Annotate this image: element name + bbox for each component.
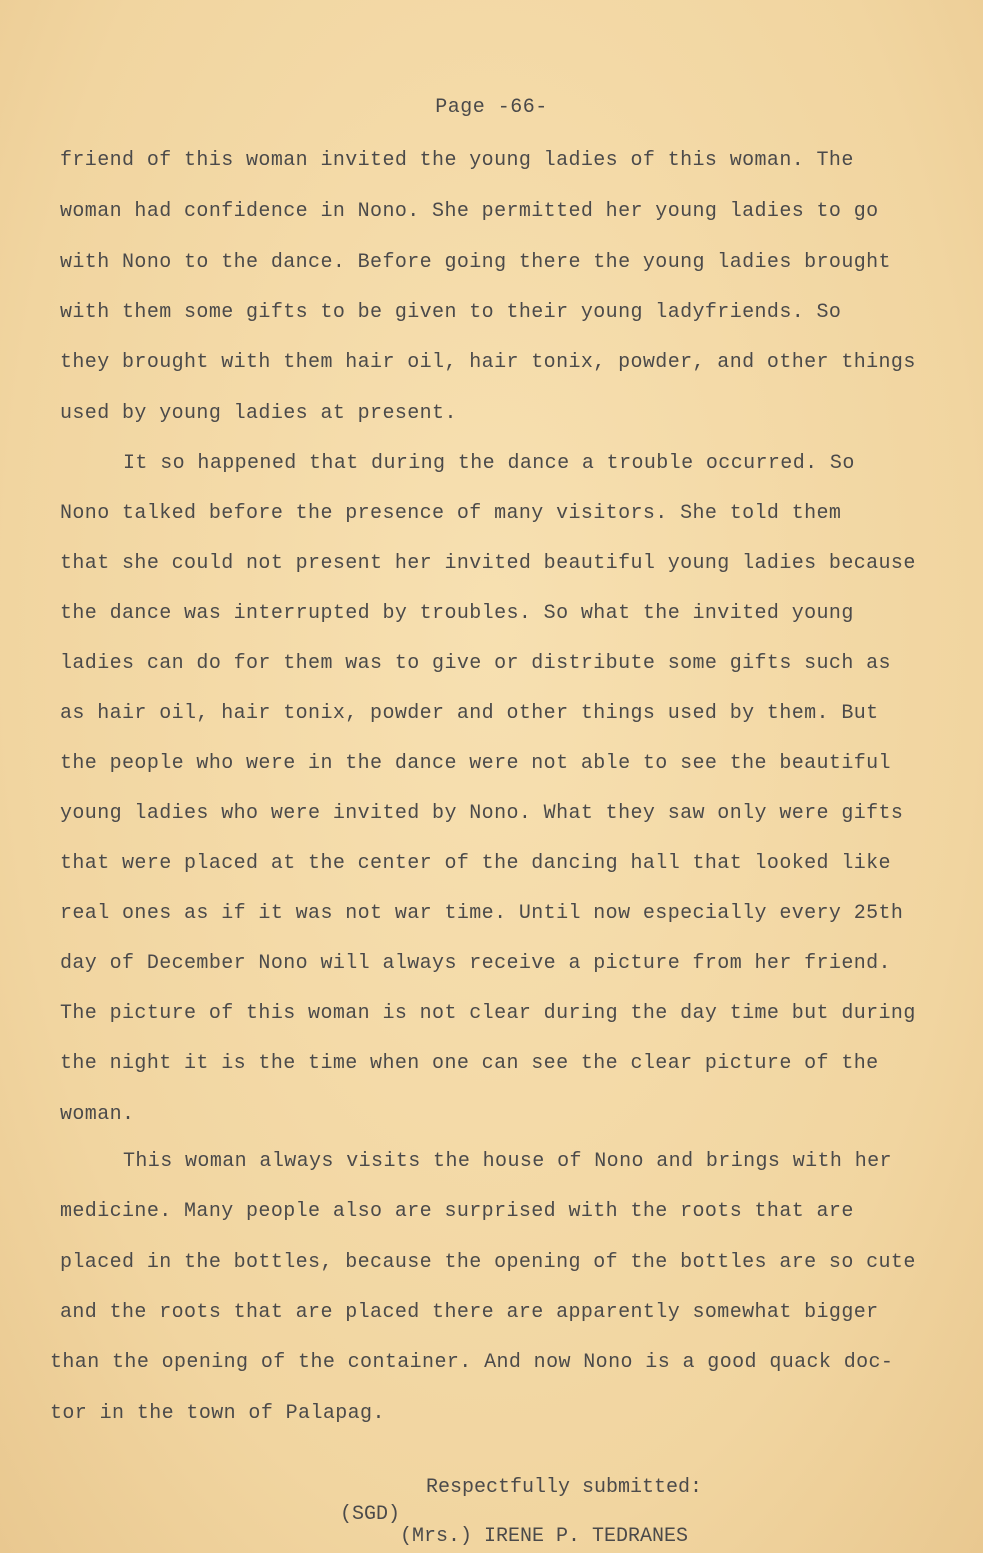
page-number: Page -66- — [435, 96, 548, 119]
text-line: that she could not present her invited beautiful young ladies because — [60, 552, 916, 575]
text-line: the dance was interrupted by troubles. So what the invited young — [60, 602, 854, 625]
text-line: they brought with them hair oil, hair tonix, powder, and other things — [60, 351, 916, 374]
text-line: medicine. Many people also are surprised with the roots that are — [60, 1200, 854, 1223]
text-line: friend of this woman invited the young ladies of this woman. The — [60, 149, 854, 172]
text-line: with Nono to the dance. Before going there the young ladies brought — [60, 251, 891, 274]
signature-name: (Mrs.) IRENE P. TEDRANES — [400, 1525, 689, 1548]
text-line: as hair oil, hair tonix, powder and other things used by them. But — [60, 702, 879, 725]
signature-label: Respectfully submitted: — [426, 1476, 703, 1499]
text-line: woman had confidence in Nono. She permitted her young ladies to go — [60, 200, 879, 223]
text-line: and the roots that are placed there are apparently somewhat bigger — [60, 1301, 879, 1324]
text-line: with them some gifts to be given to their young ladyfriends. So — [60, 301, 842, 324]
text-line: placed in the bottles, because the opening of the bottles are so cute — [60, 1251, 916, 1274]
text-line: that were placed at the center of the dancing hall that looked like — [60, 852, 891, 875]
text-line: the people who were in the dance were not able to see the beautiful — [60, 752, 891, 775]
text-line: ladies can do for them was to give or distribute some gifts such as — [60, 652, 891, 675]
text-line: young ladies who were invited by Nono. What they saw only were gifts — [60, 802, 904, 825]
text-line: the night it is the time when one can see the clear picture of the — [60, 1052, 879, 1075]
text-line: day of December Nono will always receive a picture from her friend. — [60, 952, 891, 975]
text-line: than the opening of the container. And now Nono is a good quack doc- — [50, 1351, 894, 1374]
text-line: woman. — [60, 1103, 135, 1126]
signature-sgd: (SGD) — [340, 1503, 401, 1526]
text-line: It so happened that during the dance a trouble occurred. So — [123, 452, 855, 475]
text-line: real ones as if it was not war time. Until now especially every 25th — [60, 902, 904, 925]
text-line: This woman always visits the house of Nono and brings with her — [123, 1150, 892, 1173]
text-line: tor in the town of Palapag. — [50, 1402, 385, 1425]
text-line: The picture of this woman is not clear during the day time but during — [60, 1002, 916, 1025]
text-line: used by young ladies at present. — [60, 402, 457, 425]
text-line: Nono talked before the presence of many visitors. She told them — [60, 502, 842, 525]
